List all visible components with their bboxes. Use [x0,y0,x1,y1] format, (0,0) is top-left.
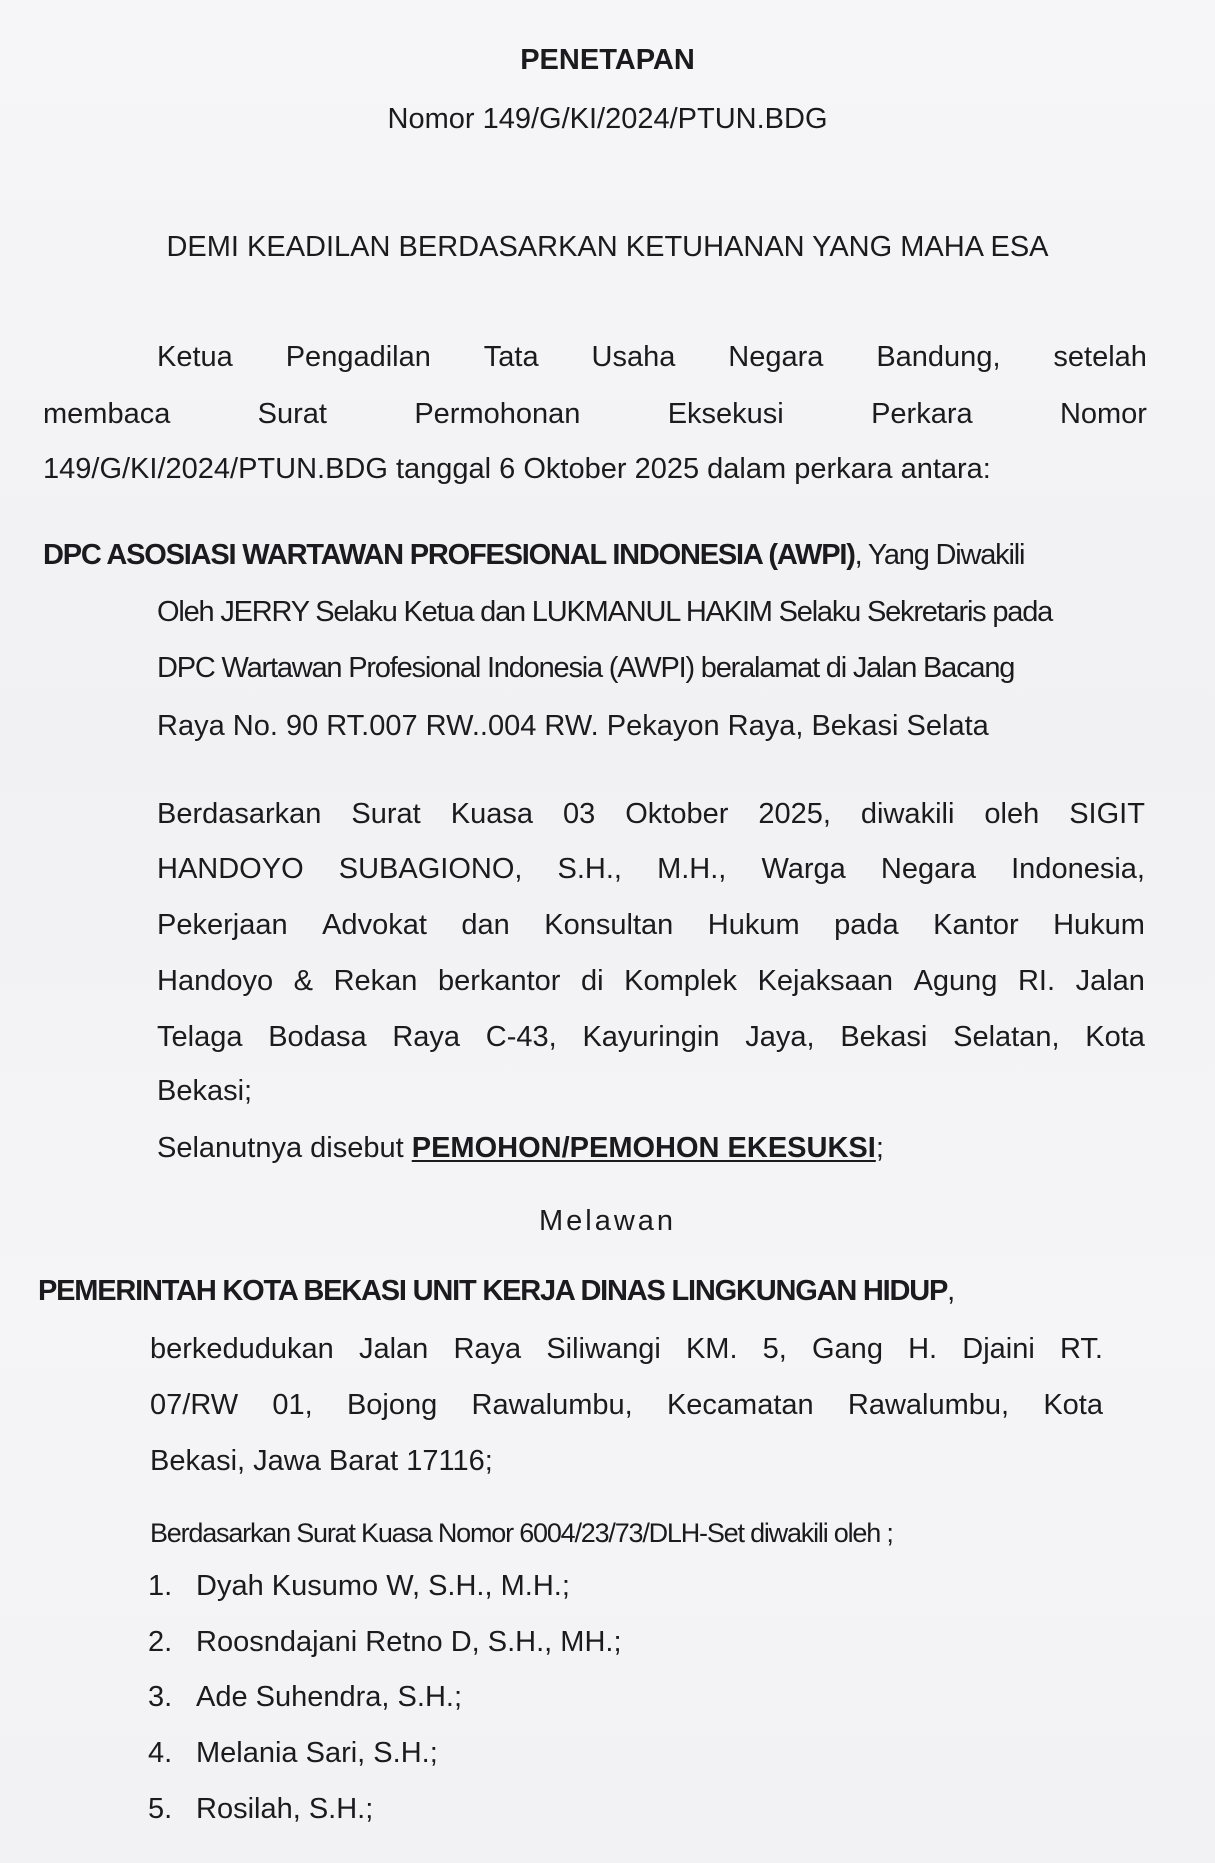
petitioner-proxy-line-1: Berdasarkan Surat Kuasa 03 Oktober 2025, diwakili oleh SIGIT [157,798,1145,830]
petitioner-line-2: DPC Wartawan Profesional Indonesia (AWPI) beralamat di Jalan Bacang [157,652,1015,684]
respondent-proxy: Berdasarkan Surat Kuasa Nomor 6004/23/73/DLH-Set diwakili oleh ; [150,1518,893,1548]
list-item: 5. Rosilah, S.H.; [148,1793,374,1825]
document-title: PENETAPAN [520,44,695,76]
versus-label: Melawan [538,1205,677,1237]
list-item: 4. Melania Sari, S.H.; [148,1737,438,1769]
petitioner-proxy-line-2: HANDOYO SUBAGIONO, S.H., M.H., Warga Negara Indonesia, [157,853,1145,885]
intro-line-2: membaca Surat Permohonan Eksekusi Perkara Nomor [43,398,1147,430]
petitioner-proxy-line-5: Telaga Bodasa Raya C-43, Kayuringin Jaya, Bekasi Selatan, Kota [157,1021,1145,1053]
petitioner-proxy-line-4: Handoyo & Rekan berkantor di Komplek Kejaksaan Agung RI. Jalan [157,965,1145,997]
respondent-name: PEMERINTAH KOTA BEKASI UNIT KERJA DINAS LINGKUNGAN HIDUP [38,1275,948,1307]
petitioner-name: DPC ASOSIASI WARTAWAN PROFESIONAL INDONESIA (AWPI) [43,539,855,571]
petitioner-designation-line: Selanutnya disebut PEMOHON/PEMOHON EKESUKSI; [157,1132,884,1164]
respondent-address-line-1: berkedudukan Jalan Raya Siliwangi KM. 5, Gang H. Djaini RT. [150,1333,1103,1365]
petitioner-proxy-line-6: Bekasi; [157,1075,253,1107]
intro-line-3: 149/G/KI/2024/PTUN.BDG tanggal 6 Oktober 2025 dalam perkara antara: [43,453,991,485]
respondent-name-line: PEMERINTAH KOTA BEKASI UNIT KERJA DINAS LINGKUNGAN HIDUP, [38,1275,955,1307]
list-item: 1. Dyah Kusumo W, S.H., M.H.; [148,1570,570,1602]
petitioner-proxy-line-3: Pekerjaan Advokat dan Konsultan Hukum pada Kantor Hukum [157,909,1145,941]
list-item: 2. Roosndajani Retno D, S.H., MH.; [148,1626,622,1658]
document-motto: DEMI KEADILAN BERDASARKAN KETUHANAN YANG MAHA ESA [166,231,1049,263]
respondent-address-line-2: 07/RW 01, Bojong Rawalumbu, Kecamatan Rawalumbu, Kota [150,1389,1103,1421]
respondent-address-line-3: Bekasi, Jawa Barat 17116; [150,1445,493,1477]
petitioner-name-line: DPC ASOSIASI WARTAWAN PROFESIONAL INDONESIA (AWPI), Yang Diwakili [43,539,1025,571]
intro-line-1: Ketua Pengadilan Tata Usaha Negara Bandung, setelah [157,341,1147,373]
petitioner-line-3: Raya No. 90 RT.007 RW..004 RW. Pekayon Raya, Bekasi Selata [157,710,989,742]
petitioner-line-1: Oleh JERRY Selaku Ketua dan LUKMANUL HAKIM Selaku Sekretaris pada [157,596,1053,628]
petitioner-designation: PEMOHON/PEMOHON EKESUKSI [411,1132,876,1164]
list-item: 3. Ade Suhendra, S.H.; [148,1681,462,1713]
document-number: Nomor 149/G/KI/2024/PTUN.BDG [387,103,828,135]
